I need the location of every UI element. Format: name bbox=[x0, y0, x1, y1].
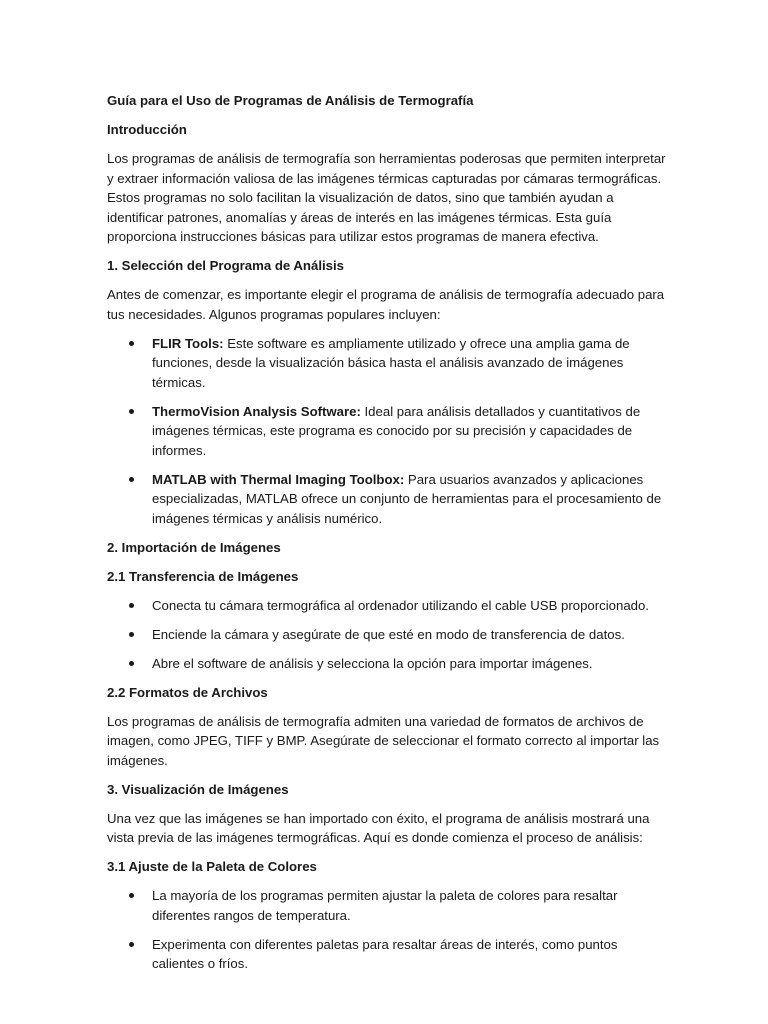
section-2-2-heading: 2.2 Formatos de Archivos bbox=[107, 684, 268, 700]
list-item-text: Experimenta con diferentes paletas para resaltar áreas de interés, como puntos calientes o fríos. bbox=[152, 936, 618, 971]
section-1-heading: 1. Selección del Programa de Análisis bbox=[107, 258, 344, 273]
list-item bbox=[107, 625, 667, 645]
section-3-heading: 3. Visualización de Imágenes bbox=[107, 781, 289, 797]
programs-list bbox=[107, 334, 667, 529]
palette-tips-list bbox=[107, 886, 667, 974]
list-item bbox=[107, 935, 667, 974]
bullet-icon bbox=[129, 661, 134, 666]
section-1-paragraph: Antes de comenzar, es importante elegir el programa de análisis de termografía adecuado para tus necesidades. Algunos programas populares incluyen: bbox=[107, 287, 665, 322]
bullet-icon bbox=[129, 893, 134, 898]
list-item bbox=[107, 470, 667, 529]
program-description: Este software es ampliamente utilizado y ofrece una amplia gama de funciones, desde la visualización básica hasta el análisis avanzado de imágenes térmicas. bbox=[152, 335, 630, 390]
section-2-1-heading: 2.1 Transferencia de Imágenes bbox=[107, 568, 299, 584]
section-2-heading: 2. Importación de Imágenes bbox=[107, 539, 281, 555]
bullet-icon bbox=[129, 409, 134, 414]
program-name: MATLAB with Thermal Imaging Toolbox: bbox=[152, 471, 405, 487]
list-item-text: La mayoría de los programas permiten ajustar la paleta de colores para resaltar diferentes rangos de temperatura. bbox=[152, 888, 618, 923]
bullet-icon bbox=[129, 942, 134, 947]
section-2-2-paragraph: Los programas de análisis de termografía admiten una variedad de formatos de archivos de imagen, como JPEG, TIFF y BMP. Asegúrate de seleccionar el formato correcto al importar las imágenes. bbox=[107, 713, 660, 768]
list-item-text: Conecta tu cámara termográfica al ordenador utilizando el cable USB proporcionado. bbox=[152, 597, 650, 613]
transfer-steps-list bbox=[107, 596, 667, 674]
list-item bbox=[107, 886, 667, 925]
list-item-text: Abre el software de análisis y selecciona la opción para importar imágenes. bbox=[152, 655, 593, 671]
section-3-1-heading: 3.1 Ajuste de la Paleta de Colores bbox=[107, 859, 317, 874]
bullet-icon bbox=[129, 477, 134, 482]
bullet-icon bbox=[129, 341, 134, 346]
list-item bbox=[107, 402, 667, 461]
program-name: FLIR Tools: bbox=[152, 335, 224, 351]
bullet-icon bbox=[129, 603, 134, 608]
list-item-text: Enciende la cámara y asegúrate de que esté en modo de transferencia de datos. bbox=[152, 626, 625, 642]
bullet-icon bbox=[129, 632, 134, 637]
program-name: ThermoVision Analysis Software: bbox=[152, 403, 361, 419]
intro-paragraph: Los programas de análisis de termografía son herramientas poderosas que permiten interpretar y extraer información valiosa de las imágenes térmicas capturadas por cámaras termográficas. Estos programas no solo facilitan la visualización de datos, sino que también ayudan a identificar patrones, anomalías y áreas de interés en las imágenes térmicas. Esta guía proporciona instrucciones básicas para utilizar estos programas de manera efectiva. bbox=[107, 151, 666, 244]
list-item bbox=[107, 334, 667, 393]
intro-heading: Introducción bbox=[107, 122, 187, 137]
document-title: Guía para el Uso de Programas de Análisis de Termografía bbox=[107, 93, 474, 108]
program-description: Para usuarios avanzados y aplicaciones especializadas, MATLAB ofrece un conjunto de herramientas para el procesamiento de imágenes térmicas y análisis numérico. bbox=[152, 471, 662, 526]
list-item bbox=[107, 596, 667, 616]
program-description: Ideal para análisis detallados y cuantitativos de imágenes térmicas, este programa es conocido por su precisión y capacidades de informes. bbox=[152, 403, 641, 458]
list-item bbox=[107, 654, 667, 674]
document-body bbox=[107, 91, 667, 983]
section-3-paragraph: Una vez que las imágenes se han importado con éxito, el programa de análisis mostrará una vista previa de las imágenes termográficas. Aquí es donde comienza el proceso de análisis: bbox=[107, 810, 650, 845]
